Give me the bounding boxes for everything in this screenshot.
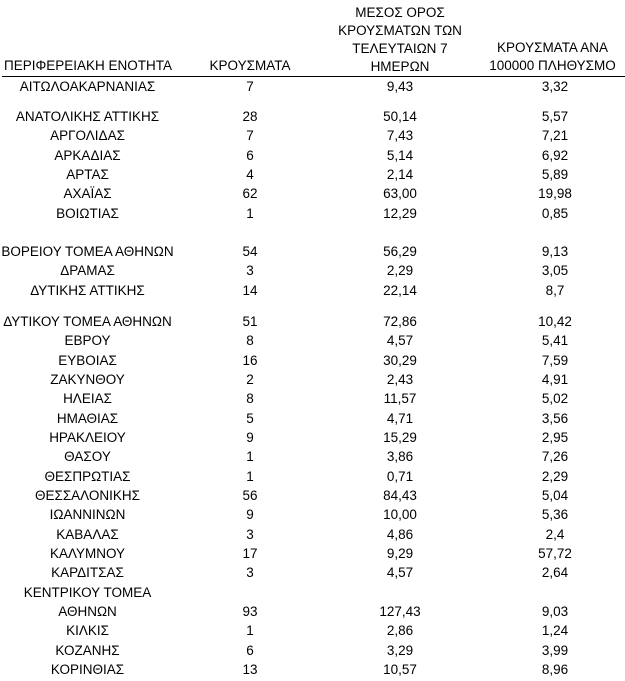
header-region-label: ΠΕΡΙΦΕΡΕΙΑΚΗ ΕΝΟΤΗΤΑ: [4, 58, 173, 73]
cases-value: 6: [246, 643, 254, 658]
cases-per-100k-value: 8,96: [541, 662, 569, 677]
region-name: ΗΡΑΚΛΕΙΟΥ: [49, 430, 126, 445]
region-name: ΒΟΡΕΙΟΥ ΤΟΜΕΑ ΑΘΗΝΩΝ: [1, 244, 174, 259]
cases-per-100k-value: 9,03: [541, 604, 569, 619]
cases-value: 62: [242, 186, 258, 201]
cases-value: 1: [246, 449, 254, 464]
cases-value: 1: [246, 469, 254, 484]
cases-value: 3: [246, 263, 254, 278]
region-name: ΘΕΣΠΡΩΤΙΑΣ: [44, 469, 131, 484]
cases-per-100k-value: 3,99: [541, 643, 569, 658]
header-avg-line: ΜΕΣΟΣ ΟΡΟΣ: [355, 5, 445, 20]
cases-value: 17: [242, 546, 258, 561]
region-name: ΚΑΡΔΙΤΣΑΣ: [51, 565, 124, 580]
region-name: ΚΑΒΑΛΑΣ: [56, 527, 119, 542]
region-name: ΗΛΕΙΑΣ: [63, 391, 112, 406]
cases-per-100k-value: 3,05: [541, 263, 569, 278]
region-name: ΙΩΑΝΝΙΝΩΝ: [49, 507, 126, 522]
cases-value: 6: [246, 148, 254, 163]
seven-day-average-value: 2,14: [386, 167, 414, 182]
seven-day-average-value: 10,00: [383, 507, 417, 522]
region-name: ΒΟΙΩΤΙΑΣ: [56, 206, 119, 221]
region-name: ΑΧΑΪΑΣ: [63, 186, 112, 201]
region-name: ΑΡΚΑΔΙΑΣ: [54, 148, 121, 163]
header-per-line: 100000 ΠΛΗΘΥΣΜΟ: [489, 58, 616, 73]
seven-day-average-value: 30,29: [383, 353, 417, 368]
cases-value: 16: [242, 353, 258, 368]
cases-per-100k-value: 5,57: [541, 109, 569, 124]
seven-day-average-value: 127,43: [379, 604, 421, 619]
cases-per-100k-value: 2,4: [545, 527, 565, 542]
seven-day-average-value: 4,57: [386, 565, 414, 580]
region-name: ΗΜΑΘΙΑΣ: [56, 411, 119, 426]
cases-per-100k-value: 0,85: [541, 206, 569, 221]
header-cases-label: ΚΡΟΥΣΜΑΤΑ: [209, 58, 291, 73]
seven-day-average-value: 63,00: [383, 186, 417, 201]
seven-day-average-value: 4,71: [386, 411, 414, 426]
cases-value: 93: [242, 604, 258, 619]
cases-per-100k-value: 2,29: [541, 469, 569, 484]
cases-value: 56: [242, 488, 258, 503]
cases-value: 54: [242, 244, 258, 259]
region-name: ΚΑΛΥΜΝΟΥ: [49, 546, 126, 561]
cases-per-100k-value: 7,21: [541, 128, 569, 143]
region-name: ΖΑΚΥΝΘΟΥ: [50, 372, 125, 387]
seven-day-average-value: 12,29: [383, 206, 417, 221]
cases-value: 51: [242, 314, 258, 329]
seven-day-average-value: 10,57: [383, 662, 417, 677]
region-name: ΔΥΤΙΚΗΣ ΑΤΤΙΚΗΣ: [30, 283, 145, 298]
cases-value: 1: [246, 206, 254, 221]
seven-day-average-value: 9,43: [386, 79, 414, 94]
region-name: ΚΙΛΚΙΣ: [66, 623, 109, 638]
cases-per-100k-value: 1,24: [541, 623, 569, 638]
cases-per-100k-value: 5,36: [541, 507, 569, 522]
cases-per-100k-value: 10,42: [538, 314, 572, 329]
cases-per-100k-value: 7,59: [541, 353, 569, 368]
cases-value: 5: [246, 411, 254, 426]
seven-day-average-value: 4,86: [386, 527, 414, 542]
header-avg-line: ΗΜΕΡΩΝ: [370, 59, 430, 74]
seven-day-average-value: 56,29: [383, 244, 417, 259]
cases-per-100k-value: 19,98: [538, 186, 572, 201]
cases-per-100k-value: 9,13: [541, 244, 569, 259]
region-name: ΑΘΗΝΩΝ: [58, 604, 117, 619]
seven-day-average-value: 84,43: [383, 488, 417, 503]
header-avg-line: ΚΡΟΥΣΜΑΤΩΝ ΤΩΝ: [338, 23, 462, 38]
seven-day-average-value: 4,57: [386, 333, 414, 348]
cases-value: 28: [242, 109, 258, 124]
region-name: ΘΕΣΣΑΛΟΝΙΚΗΣ: [34, 488, 141, 503]
cases-per-100k-value: 5,41: [541, 333, 569, 348]
seven-day-average-value: 5,14: [386, 148, 414, 163]
header-avg-line: ΤΕΛΕΥΤΑΙΩΝ 7: [352, 41, 448, 56]
region-name: ΑΝΑΤΟΛΙΚΗΣ ΑΤΤΙΚΗΣ: [15, 109, 160, 124]
cases-value: 9: [246, 430, 254, 445]
cases-value: 13: [242, 662, 258, 677]
cases-per-100k-value: 7,26: [541, 449, 569, 464]
cases-value: 7: [246, 79, 254, 94]
region-name: ΘΑΣΟΥ: [64, 449, 111, 464]
region-name: ΚΟΡΙΝΘΙΑΣ: [50, 662, 125, 677]
region-name: ΑΡΤΑΣ: [66, 167, 109, 182]
seven-day-average-value: 15,29: [383, 430, 417, 445]
cases-value: 8: [246, 333, 254, 348]
region-name: ΔΥΤΙΚΟΥ ΤΟΜΕΑ ΑΘΗΝΩΝ: [3, 314, 172, 329]
region-name: ΑΡΓΟΛΙΔΑΣ: [50, 128, 125, 143]
cases-value: 7: [246, 128, 254, 143]
region-name: ΑΙΤΩΛΟΑΚΑΡΝΑΝΙΑΣ: [19, 79, 156, 94]
cases-per-100k-value: 6,92: [541, 148, 569, 163]
cases-value: 1: [246, 623, 254, 638]
cases-value: 9: [246, 507, 254, 522]
cases-per-100k-value: 2,64: [541, 565, 569, 580]
cases-per-100k-value: 8,7: [545, 283, 565, 298]
cases-per-100k-value: 3,32: [541, 79, 569, 94]
seven-day-average-value: 7,43: [386, 128, 414, 143]
cases-per-100k-value: 5,02: [541, 391, 569, 406]
region-name: ΔΡΑΜΑΣ: [60, 263, 115, 278]
seven-day-average-value: 11,57: [383, 391, 417, 406]
seven-day-average-value: 9,29: [386, 546, 414, 561]
seven-day-average-value: 22,14: [383, 283, 417, 298]
cases-value: 4: [246, 167, 254, 182]
cases-value: 3: [246, 565, 254, 580]
region-name: ΚΟΖΑΝΗΣ: [55, 643, 120, 658]
cases-per-100k-value: 5,04: [541, 488, 569, 503]
cases-per-100k-value: 5,89: [541, 167, 569, 182]
cases-value: 2: [246, 372, 254, 387]
seven-day-average-value: 50,14: [383, 109, 417, 124]
cases-value: 8: [246, 391, 254, 406]
cases-value: 3: [246, 527, 254, 542]
seven-day-average-value: 2,86: [386, 623, 414, 638]
cases-per-100k-value: 2,95: [541, 430, 569, 445]
cases-per-100k-value: 57,72: [538, 546, 572, 561]
seven-day-average-value: 0,71: [386, 469, 414, 484]
seven-day-average-value: 2,43: [386, 372, 414, 387]
region-name: ΚΕΝΤΡΙΚΟΥ ΤΟΜΕΑ: [23, 585, 152, 600]
seven-day-average-value: 72,86: [383, 314, 417, 329]
header-per-line: ΚΡΟΥΣΜΑΤΑ ΑΝΑ: [497, 40, 608, 55]
seven-day-average-value: 2,29: [386, 263, 414, 278]
region-name: ΕΒΡΟΥ: [64, 333, 111, 348]
cases-per-100k-value: 4,91: [541, 372, 569, 387]
seven-day-average-value: 3,29: [386, 643, 414, 658]
cases-per-100k-value: 3,56: [541, 411, 569, 426]
region-name: ΕΥΒΟΙΑΣ: [58, 353, 117, 368]
seven-day-average-value: 3,86: [386, 449, 414, 464]
cases-value: 14: [242, 283, 258, 298]
